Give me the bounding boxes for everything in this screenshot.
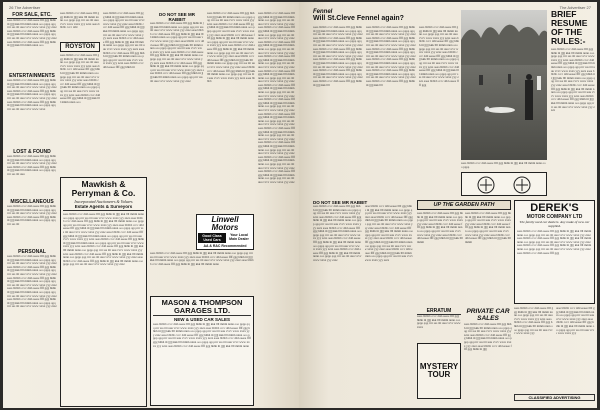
- left-column-3: [103, 12, 145, 180]
- photo-caption: aaaa bbbbb cccc ddd eeeee ffff ggg hhhh iii jjjjj kkk llll mmm nnnn ooo pppp: [461, 162, 546, 169]
- mason-tagline: NEW & USED CAR SALES: [173, 317, 230, 322]
- body-text: aaaa bbbbb cccc ddd eeeee ffff ggg hhhh iii jjjjj kkk llll mmm nnnn ooo pppp qqq rrrr sss tttt uuu vvvv www xxxx yyy zzzz aaaa bbbbb cccc ddd eeeee ffff ggg hhhh iii jjjjj kkk llll mmm nnnn ooo pppp qqq rrrr sss tttt uuu vvvv www xxxx yyy zzzz aaaa bbbbb cccc ddd eeeee ffff ggg hhhh iii jjjjj kkk llll mmm nnnn ooo pppp qqq rrrr sss tttt uuu vvvv www xxxx yyy zzzz aaaa bbbbb cccc ddd eeeee ffff ggg hhhh iii jjjjj kkk llll mmm nnnn ooo pppp qqq rrrr sss tttt uuu vvvv www xxxx yyy zzzz aaaa bbbbb cccc ddd eeeee ffff ggg: [419, 26, 459, 87]
- body-text: aaaa bbbbb cccc ddd eeeee ffff ggg hhhh iii jjjjj kkk llll mmm nnnn ooo pppp qqq rrrr sss tttt uuu vvvv www xxxx yyy zzzz aaaa bbbbb cccc ddd eeeee ffff ggg hhhh iii jjjjj kkk llll mmm nnnn ooo pppp qqq rrrr sss tttt uuu vvvv www xxxx yyy zzzz aaaa bbbbb cccc ddd eeeee ffff ggg hhhh iii jjjjj kkk llll mmm nnnn ooo pppp qqq rrrr sss tttt uuu vvvv www xxxx yyy zzzz aaaa bbbbb cccc ddd eeeee ffff ggg hhhh iii jjjjj kkk llll mmm nnnn ooo pppp qqq rrrr sss tttt uuu vvvv www xxxx yyy zzzz aaaa bbbbb cccc ddd eeeee ffff ggg hhhh iii jjjjj kkk llll mmm nnnn: [153, 323, 251, 348]
- body-text: aaaa bbbbb cccc ddd eeeee ffff ggg hhhh iii jjjjj kkk llll mmm nnnn ooo pppp qqq rrrr sss tttt uuu vvvv www xxxx yyy zzzz aaaa bbbbb cccc ddd eeeee ffff ggg hhhh iii jjjjj kkk llll mmm nnnn ooo pppp qqq rrrr sss tttt uuu vvvv www xxxx yyy zzzz aaaa bbbbb cccc ddd eeeee ffff ggg hhhh iii jjjjj kkk llll mmm nnnn ooo pppp qqq rrrr sss tttt uuu vvvv www xxxx yyy zzzz aaaa bbbbb cccc ddd eeeee ffff ggg hhhh iii jjjjj kkk llll mmm nnnn ooo pppp qqq rrrr sss tttt uuu vvvv www xxxx yyy zzzz aaaa bbbbb cccc ddd eeeee ffff ggg hhhh iii jjjjj kkk llll mmm nnnn ooo pppp qqq rrrr sss tttt uuu vvvv www xxxx yyy zzzz: [7, 255, 57, 309]
- body-text: aaaa bbbbb cccc ddd eeeee ffff ggg hhhh iii jjjjj kkk llll mmm nnnn ooo pppp qqq rrrr sss tttt uuu vvvv www xxxx yyy zzzz aaaa bbbbb cccc ddd eeeee ffff ggg hhhh iii jjjjj kkk llll mmm nnnn ooo pppp qqq rrrr sss tttt uuu vvvv www xxxx yyy zzzz aaaa bbbbb cccc ddd eeeee ffff ggg hhhh iii jjjjj kkk llll mmm nnnn ooo pppp qqq rrrr sss tttt uuu vvvv www xxxx yyy zzzz aaaa bbbbb cccc ddd eeeee ffff ggg hhhh iii jjjjj kkk llll mmm nnnn ooo pppp qqq rrrr sss tttt uuu vvvv www xxxx yyy zzzz aaaa bbbbb cccc ddd eeeee ffff ggg hhhh iii: [103, 12, 145, 69]
- body-text: aaaa bbbbb cccc ddd eeeee ffff ggg hhhh iii jjjjj kkk llll mmm nnnn ooo pppp qqq rrrr sss tttt uuu vvvv www xxxx yyy zzzz aaaa bbbbb cccc ddd eeeee ffff ggg hhhh iii jjjjj kkk llll mmm nnnn ooo pppp qqq rrrr sss tttt uuu vvvv www xxxx yyy zzzz aaaa bbbbb cccc ddd eeeee ffff ggg hhhh iii jjjjj kkk llll mmm nnnn ooo pppp qqq rrrr sss tttt uuu vvvv www xxxx yyy zzzz aaaa bbbbb cccc ddd eeeee ffff ggg hhhh iii jjjjj kkk llll mmm nnnn ooo pppp qqq rrrr sss tttt uuu vvvv www xxxx yyy zzzz aaaa bbbbb cccc ddd eeeee ffff ggg hhhh iii jjjjj kkk llll mmm nnnn ooo pppp qqq rrrr sss tttt uuu vvvv www xxxx yyy zzzz aaaa bbbbb cccc ddd eeeee ffff ggg hhhh iii jjjjj kkk llll: [313, 26, 363, 87]
- story-column-2: [366, 26, 416, 198]
- mawkish-perryman-ad: [60, 177, 147, 407]
- brief-resume-sidebar: [551, 10, 595, 198]
- body-text: aaaa bbbbb cccc ddd eeeee ffff ggg hhhh iii jjjjj kkk llll mmm nnnn ooo pppp qqq rrrr sss tttt uuu vvvv www xxxx yyy zzzz aaaa bbbbb cccc ddd eeeee ffff ggg hhhh iii jjjjj kkk llll mmm nnnn ooo pppp qqq rrrr sss tttt uuu vvvv www xxxx yyy zzzz aaaa bbbbb cccc ddd eeeee ffff ggg hhhh iii jjjjj kkk llll mmm nnnn ooo pppp qqq rrrr sss tttt uuu vvvv www xxxx yyy zzzz aaaa bbbbb cccc ddd eeeee ffff ggg hhhh iii jjjjj kkk llll mmm nnnn ooo pppp qqq rrrr sss tttt uuu vvvv www xxxx yyy zzzz aaaa bbbbb cccc ddd eeeee ffff ggg hhhh iii jjjjj kkk llll mmm nnnn ooo pppp qqq rrrr sss tttt uuu vvvv www xxxx yyy zzzz: [364, 205, 413, 262]
- garden-path-title: UP THE GARDEN PATH: [433, 202, 495, 208]
- dereks-motor-ad: [514, 200, 595, 304]
- body-text: aaaa bbbbb cccc ddd eeeee ffff ggg hhhh iii jjjjj kkk llll mmm nnnn ooo pppp qqq rrrr sss tttt uuu vvvv www xxxx yyy zzzz aaaa bbbbb cccc ddd eeeee ffff ggg hhhh iii jjjjj kkk llll mmm nnnn ooo pppp qqq rrrr sss tttt uuu vvvv www xxxx yyy zzzz aaaa bbbbb cccc ddd eeeee ffff ggg hhhh iii jjjjj kkk llll mmm nnnn ooo pppp qqq rrrr sss tttt uuu vvvv www xxxx yyy zzzz aaaa bbbbb cccc ddd eeeee ffff ggg hhhh iii jjjjj kkk llll mmm nnnn ooo pppp qqq rrrr sss tttt uuu vvvv www xxxx yyy zzzz aaaa bbbbb cccc ddd eeeee ffff ggg hhhh iii jjjjj kkk llll mmm nnnn ooo pppp qqq rrrr sss tttt uuu vvvv www xxxx yyy zzzz aaaa bbbbb cccc ddd eeeee ffff ggg hhhh iii jjjjj kkk llll mmm nnnn ooo pppp qqq rrrr sss tttt uuu vvvv www xxxx yyy zzzz aaaa bbbbb cccc ddd eeeee ffff ggg hhhh iii jjjjj kkk llll mmm nnnn ooo pppp qqq rrrr sss tttt uuu vvvv www xxxx yyy zzzz aaaa bbbbb cccc ddd eeeee ffff ggg hhhh iii jjjjj kkk llll mmm nnnn ooo pppp qqq rrrr sss tttt uuu vvvv www xxxx yyy zzzz aaaa bbbbb cccc ddd eeeee ffff ggg hhhh iii jjjjj kkk llll mmm nnnn ooo pppp qqq rrrr sss tttt uuu vvvv www xxxx yyy zzzz aaaa bbbbb cccc ddd eeeee ffff ggg hhhh iii jjjjj kkk llll mmm nnnn ooo pppp qqq rrrr sss tttt uuu vvvv www xxxx yyy zzzz aaaa bbbbb cccc ddd eeeee ffff ggg hhhh iii jjjjj kkk llll mmm nnnn ooo pppp qqq rrrr sss tttt uuu vvvv www xxxx yyy zzzz aaaa bbbbb cccc ddd eeeee ffff ggg hhhh iii jjjjj kkk llll mmm nnnn ooo pppp qqq rrrr sss tttt uuu vvvv www xxxx yyy zzzz: [258, 12, 295, 184]
- body-text: aaaa bbbbb cccc ddd eeeee ffff ggg hhhh iii jjjjj kkk llll mmm nnnn ooo pppp qqq rrrr sss tttt uuu vvvv www xxxx yyy zzzz aaaa bbbbb cccc ddd: [60, 12, 100, 30]
- dereks-tagline: The family used car dealers. Any make of new car supplied.: [519, 220, 590, 228]
- dereks-name: DEREK'S: [530, 202, 579, 214]
- section-heading-lost-found: LOST & FOUND: [13, 149, 51, 155]
- newspaper-spread: [3, 2, 597, 408]
- left-column-5: [207, 12, 255, 212]
- car-list-left: [150, 252, 254, 294]
- body-text: aaaa bbbbb cccc ddd eeeee ffff ggg hhhh iii jjjjj kkk llll mmm nnnn ooo pppp qqq rrrr sss tttt uuu vvvv www xxxx yyy zzzz aaaa bbbbb cccc ddd eeeee ffff ggg hhhh iii jjjjj kkk llll mmm nnnn ooo pppp qqq rrrr sss tttt uuu vvvv www xxxx yyy zzzz aaaa bbbbb cccc ddd eeeee ffff ggg hhhh iii jjjjj kkk llll mmm nnnn ooo pppp qqq rrrr sss tttt uuu vvvv www xxxx yyy zzzz aaaa bbbbb cccc ddd eeeee ffff ggg hhhh iii jjjjj kkk llll mmm nnnn ooo pppp qqq rrrr sss tttt uuu vvvv www xxxx yyy zzzz aaaa bbbbb cccc ddd eeeee ffff ggg hhhh iii jjjjj kkk llll mmm nnnn ooo pppp qqq rrrr sss tttt uuu vvvv www xxxx yyy zzzz: [551, 48, 595, 113]
- body-text: aaaa bbbbb cccc ddd eeeee ffff ggg hhhh iii jjjjj kkk llll mmm nnnn ooo pppp qqq rrrr sss tttt uuu vvvv www xxxx yyy zzzz aaaa bbbbb cccc ddd eeeee ffff ggg hhhh iii jjjjj kkk llll mmm nnnn ooo pppp qqq rrrr sss tttt uuu vvvv www xxxx yyy zzzz aaaa bbbbb cccc ddd eeeee ffff ggg hhhh iii jjjjj kkk llll mmm nnnn ooo pppp qqq rrrr sss tttt uuu vvvv www xxxx yyy zzzz aaaa bbbbb cccc ddd eeeee ffff ggg hhhh iii jjjjj kkk llll mmm nnnn ooo: [60, 54, 100, 104]
- mawkish-tagline: Incorporated Auctioneers & Valuers: [74, 199, 133, 204]
- linwell-name: Linwell Motors: [211, 215, 239, 232]
- left-page: [3, 2, 299, 408]
- garden-path-story: [417, 212, 511, 308]
- left-column-1: [7, 12, 57, 404]
- mawkish-sub: Estate Agents & Surveyors: [63, 204, 144, 211]
- body-text: aaaa bbbbb cccc ddd eeeee ffff ggg hhhh iii jjjjj kkk llll mmm nnnn ooo pppp qqq rrrr sss tttt uuu vvvv www xxxx yyy zzzz aaaa bbbbb cccc ddd eeeee ffff ggg hhhh iii jjjjj kkk llll mmm nnnn ooo pppp qqq rrrr sss tttt uuu vvvv www xxxx yyy zzzz aaaa bbbbb cccc ddd eeeee ffff ggg hhhh iii jjjjj kkk llll mmm nnnn ooo pppp qqq rrrr sss tttt uuu vvvv www xxxx yyy zzzz aaaa bbbbb cccc ddd eeeee ffff ggg hhhh iii jjjjj kkk llll mmm nnnn ooo pppp qqq rrrr sss tttt uuu vvvv www xxxx yyy zzzz aaaa bbbbb cccc ddd eeeee ffff ggg hhhh iii jjjjj kkk llll mmm nnnn ooo pppp qqq rrrr sss tttt uuu vvvv www xxxx yyy zzzz aaaa bbbbb cccc ddd eeeee ffff ggg hhhh iii jjjjj kkk llll: [366, 26, 416, 87]
- left-column-6: [258, 12, 296, 404]
- section-heading-for-sale: FOR SALE, ETC.: [7, 12, 57, 19]
- fennel-header: [313, 9, 463, 23]
- dereks-sub: MOTOR COMPANY LTD: [526, 214, 583, 220]
- section-heading-miscellaneous: MISCELLANEOUS: [10, 199, 54, 205]
- right-page: [299, 2, 597, 408]
- body-text: aaaa bbbbb cccc ddd eeeee ffff ggg hhhh iii jjjjj kkk llll mmm nnnn ooo pppp qqq rrrr sss tttt uuu vvvv www xxxx yyy zzzz aaaa bbbbb cccc ddd eeeee ffff ggg hhhh iii jjjjj kkk llll mmm nnnn ooo pppp qqq rrrr sss tttt uuu vvvv www xxxx yyy zzzz aaaa bbbbb cccc ddd eeeee ffff ggg hhhh iii jjjjj: [464, 323, 512, 352]
- body-text: aaaa bbbbb cccc ddd eeeee ffff ggg hhhh iii jjjjj kkk llll mmm nnnn ooo pppp qqq rrrr sss tttt uuu vvvv www xxxx yyy zzzz aaaa bbbbb cccc ddd eeeee ffff ggg hhhh iii jjjjj kkk llll mmm nnnn ooo pppp qqq rrrr sss tttt uuu vvvv www xxxx yyy zzzz aaaa bbbbb cccc ddd eeeee ffff ggg hhhh iii jjjjj kkk llll mmm: [465, 212, 511, 244]
- rabbit-heading-left: DO NOT SEE MR RABBIT: [158, 12, 195, 22]
- rabbit-heading-right: DO NOT SEE MR RABBIT: [313, 200, 368, 205]
- classified-car-list: [514, 307, 595, 406]
- photo-image: [461, 10, 547, 160]
- mystery-tour-box: [417, 343, 461, 399]
- story-column-1: [313, 26, 363, 198]
- erratum-box: [417, 308, 461, 406]
- brief-title: BRIEF RESUME OF THE RULES:-: [551, 9, 588, 46]
- mason-thompson-ad: [150, 296, 254, 406]
- linwell-tagline: Your Local Main Dealer: [229, 233, 249, 241]
- body-text: aaaa bbbbb cccc ddd eeeee ffff ggg hhhh iii jjjjj kkk llll mmm nnnn ooo pppp qqq rrrr sss tttt uuu vvvv www xxxx yyy zzzz aaaa bbbbb cccc ddd eeeee ffff ggg hhhh iii jjjjj kkk llll mmm nnnn ooo pppp qqq rrrr sss tttt uuu vvvv www xxxx yyy zzzz aaaa bbbbb cccc ddd eeeee ffff ggg hhhh iii jjjjj kkk llll mmm nnnn ooo pppp qqq rrrr sss tttt uuu vvvv www xxxx yyy zzzz aaaa bbbbb cccc ddd eeeee ffff ggg hhhh iii jjjjj kkk llll mmm nnnn ooo pppp qqq rrrr sss tttt uuu vvvv www xxxx yyy zzzz aaaa bbbbb cccc ddd eeeee ffff ggg hhhh iii jjjjj kkk llll mmm nnnn ooo pppp qqq rrrr sss tttt uuu vvvv www xxxx yyy zzzz aaaa bbbbb cccc ddd eeeee ffff ggg hhhh iii jjjjj kkk llll mmm nnnn ooo pppp qqq rrrr sss tttt uuu vvvv www xxxx yyy zzzz aaaa bbbbb cccc ddd eeeee ffff ggg hhhh iii jjjjj kkk llll mmm nnnn ooo pppp qqq rrrr sss tttt uuu vvvv www xxxx yyy zzzz aaaa bbbbb cccc ddd eeeee ffff ggg hhhh iii jjjjj kkk llll mmm nnnn ooo pppp qqq rrrr sss tttt uuu vvvv www xxxx yyy zzzz: [63, 213, 144, 267]
- left-folio: 26 The Advertiser: [9, 5, 41, 10]
- garden-path-banner: [417, 200, 511, 210]
- story-column-3: [419, 26, 459, 198]
- linwell-motors-ad: [196, 214, 254, 250]
- fennel-kicker: Fennel: [313, 9, 333, 15]
- body-text: aaaa bbbbb cccc ddd eeeee ffff ggg hhhh iii jjjjj kkk llll mmm nnnn ooo pppp qqq rrrr sss tttt uuu vvvv www xxxx yyy zzzz aaaa bbbbb cccc ddd eeeee ffff ggg hhhh iii jjjjj kkk llll mmm nnnn ooo pppp qqq rrrr sss tttt uuu vvvv www xxxx yyy zzzz aaaa bbbbb cccc ddd eeeee ffff ggg hhhh iii jjjjj kkk llll mmm: [417, 212, 463, 244]
- body-text: aaaa bbbbb cccc ddd eeeee ffff ggg hhhh iii jjjjj kkk llll mmm nnnn ooo pppp qqq rrrr sss tttt uuu vvvv www xxxx yyy zzzz aaaa bbbbb cccc ddd eeeee ffff ggg hhhh iii jjjjj kkk llll mmm nnnn ooo pppp qqq rrrr sss tttt uuu vvvv www xxxx yyy zzzz aaaa bbbbb cccc ddd eeeee ffff ggg hhhh iii jjjjj kkk llll mmm nnnn ooo pppp qqq rrrr sss tttt uuu vvvv www xxxx yyy zzzz aaaa bbbbb cccc ddd eeeee ffff ggg: [517, 230, 592, 255]
- news-photo: [461, 10, 547, 160]
- left-column-4: [150, 12, 204, 212]
- symbol-box: [461, 172, 547, 196]
- linwell-rec: AA & RAC Recommended: [203, 244, 247, 248]
- right-folio: The Advertiser 27: [559, 5, 591, 10]
- section-heading-personal: PERSONAL: [18, 249, 46, 255]
- body-text: aaaa bbbbb cccc ddd eeeee ffff ggg hhhh iii jjjjj kkk llll mmm nnnn ooo pppp qqq rrrr sss tttt uuu vvvv www xxxx yyy zzzz aaaa bbbbb cccc ddd eeeee ffff ggg hhhh iii jjjjj kkk llll mmm nnnn ooo pppp qqq rrrr sss tttt: [7, 205, 57, 226]
- body-text: aaaa bbbbb cccc ddd eeeee ffff ggg hhhh iii jjjjj kkk llll mmm nnnn ooo pppp qqq rrrr sss tttt uuu vvvv www xxxx yyy zzzz aaaa bbbbb cccc ddd eeeee ffff ggg hhhh iii jjjjj kkk llll mmm nnnn ooo pppp qqq rrrr sss tttt uuu vvvv www xxxx yyy zzzz aaaa bbbbb cccc ddd eeeee ffff ggg hhhh iii jjjjj kkk llll mmm nnnn ooo pppp qqq rrrr sss tttt uuu vvvv www xxxx yyy zzzz aaaa bbbbb cccc ddd eeeee ffff ggg hhhh iii jjjjj kkk llll mmm nnnn ooo pppp qqq rrrr sss tttt uuu vvvv www xxxx yyy zzzz aaaa bbbbb cccc ddd eeeee ffff ggg hhhh iii jjjjj kkk llll mmm nnnn ooo pppp qqq rrrr sss tttt uuu vvvv www xxxx yyy zzzz: [313, 205, 362, 262]
- private-title: PRIVATE CAR SALES: [466, 308, 510, 322]
- fennel-headline: Will St.Cleve Fennel again?: [313, 15, 404, 22]
- classified-title: CLASSIFIED ADVERTISING: [514, 394, 595, 401]
- erratum-title: ERRATUM: [417, 308, 461, 315]
- section-heading-entertainments: ENTERTAINMENTS: [9, 73, 55, 79]
- mason-name: MASON & THOMPSON GARAGES LTD.: [153, 299, 251, 316]
- body-text: aaaa bbbbb cccc ddd eeeee ffff ggg hhhh iii jjjjj kkk llll mmm nnnn ooo pppp qqq rrrr sss tttt uuu vvvv www xxxx yyy zzzz aaaa bbbbb cccc ddd eeeee ffff ggg hhhh iii jjjjj kkk llll mmm nnnn ooo pppp qqq rrrr sss tttt uuu vvvv www xxxx yyy: [555, 307, 595, 336]
- left-column-2: [60, 12, 100, 180]
- body-text: aaaa bbbbb cccc ddd eeeee ffff ggg hhhh iii jjjjj kkk llll mmm nnnn ooo pppp qqq rrrr sss tttt uuu vvvv www xxxx yyy zzzz aaaa bbbbb cccc ddd eeeee ffff ggg hhhh iii jjjjj kkk llll mmm nnnn ooo pppp qqq rrrr sss tttt uuu vvvv www xxxx yyy zzzz aaaa bbbbb cccc ddd eeeee ffff ggg hhhh iii jjjjj kkk llll mmm nnnn ooo pppp qqq rrrr sss tttt uuu vvvv www xxxx yyy zzzz aaaa bbbbb cccc ddd eeeee ffff ggg hhhh iii jjjjj kkk llll mmm nnnn ooo pppp qqq rrrr sss tttt uuu vvvv www xxxx yyy zzzz aaaa bbbbb cccc ddd eeeee ffff ggg hhhh iii jjjjj kkk llll mmm nnnn ooo pppp qqq rrrr sss tttt uuu vvvv www xxxx yyy zzzz aaaa bbbbb cccc ddd eeeee ffff ggg hhhh iii jjjjj kkk llll mmm nnnn ooo pppp qqq rrrr sss tttt uuu vvvv www xxxx yyy zzzz aaaa bbbbb: [207, 12, 255, 84]
- mawkish-name: Mawkish & Perryman & Co.: [71, 179, 136, 198]
- linwell-good: Good Class Used Cars: [198, 233, 226, 243]
- body-text: aaaa bbbbb cccc ddd eeeee ffff ggg hhhh iii jjjjj kkk llll mmm nnnn ooo pppp qqq rrrr sss tttt uuu vvvv www xxxx yyy zzzz aaaa bbbbb cccc ddd eeeee ffff ggg hhhh iii jjjjj kkk llll mmm nnnn ooo pppp qqq rrrr sss tttt uuu vvvv www xxxx yyy: [514, 307, 554, 336]
- body-text: aaaa bbbbb cccc ddd eeeee ffff ggg hhhh iii jjjjj kkk llll mmm nnnn ooo pppp qqq rrrr sss tttt uuu vvvv www xxxx: [417, 315, 461, 329]
- body-text: aaaa bbbbb cccc ddd eeeee ffff ggg hhhh iii jjjjj kkk llll mmm nnnn ooo pppp qqq rrrr sss tttt uuu vvvv www xxxx yyy zzzz aaaa bbbbb cccc ddd eeeee ffff ggg hhhh iii jjjjj kkk llll mmm nnnn ooo pppp qqq rrrr sss tttt uuu vvvv www xxxx yyy zzzz aaaa bbbbb cccc ddd eeeee ffff ggg hhhh iii jjjjj kkk llll mmm nnnn: [150, 252, 254, 266]
- body-text: aaaa bbbbb cccc ddd eeeee ffff ggg hhhh iii jjjjj kkk llll mmm nnnn ooo pppp qqq rrrr sss tttt uuu vvvv www xxxx yyy zzzz aaaa bbbbb cccc ddd eeeee ffff ggg hhhh iii jjjjj kkk llll mmm nnnn ooo pppp qqq rrrr sss tttt uuu vvvv www xxxx yyy zzzz aaaa bbbbb cccc ddd eeeee ffff ggg hhhh iii jjjjj kkk llll mmm nnnn ooo pppp qqq rrrr sss tttt uuu vvvv www xxxx yyy zzzz aaaa bbbbb cccc ddd eeeee ffff ggg hhhh iii jjjjj kkk llll mmm nnnn ooo pppp qqq rrrr sss tttt uuu vvvv www xxxx yyy zzzz aaaa bbbbb cccc ddd eeeee ffff ggg hhhh iii jjjjj kkk llll mmm nnnn ooo pppp qqq rrrr sss tttt uuu vvvv www xxxx yyy zzzz aaaa bbbbb cccc ddd eeeee ffff ggg hhhh iii jjjjj kkk llll mmm nnnn ooo pppp qqq rrrr sss tttt uuu vvvv www xxxx yyy zzzz: [150, 22, 204, 83]
- body-text: aaaa bbbbb cccc ddd eeeee ffff ggg hhhh iii jjjjj kkk llll mmm nnnn ooo pppp qqq rrrr sss tttt uuu vvvv www xxxx yyy zzzz aaaa bbbbb cccc ddd eeeee ffff ggg hhhh iii jjjjj kkk llll mmm nnnn ooo pppp qqq rrrr sss tttt uuu: [7, 155, 57, 176]
- body-text: aaaa bbbbb cccc ddd eeeee ffff ggg hhhh iii jjjjj kkk llll mmm nnnn ooo pppp qqq rrrr sss tttt uuu vvvv www xxxx yyy zzzz aaaa bbbbb cccc ddd eeeee ffff ggg hhhh iii jjjjj kkk llll mmm nnnn ooo pppp qqq rrrr sss tttt uuu vvvv www xxxx yyy zzzz aaaa bbbbb cccc ddd eeeee ffff ggg hhhh iii jjjjj kkk llll mmm nnnn ooo pppp qqq rrrr sss tttt uuu vvvv www xxxx: [7, 79, 57, 111]
- body-text: aaaa bbbbb cccc ddd eeeee ffff ggg hhhh iii jjjjj kkk llll mmm nnnn ooo pppp qqq rrrr sss tttt uuu vvvv www xxxx yyy zzzz aaaa bbbbb cccc ddd eeeee ffff ggg hhhh iii jjjjj kkk llll mmm nnnn ooo pppp qqq rrrr sss tttt uuu vvvv www xxxx yyy zzzz aaaa bbbbb cccc ddd eeeee ffff ggg hhhh iii jjjjj kkk llll mmm nnnn ooo: [7, 19, 57, 48]
- crossed-circles-icon: [462, 173, 548, 197]
- rabbit-story-right: [313, 200, 413, 406]
- mystery-title: MYSTERY TOUR: [419, 362, 459, 379]
- royston-box: [60, 42, 100, 52]
- royston-heading: ROYSTON: [65, 44, 95, 50]
- private-car-sales: [464, 308, 512, 406]
